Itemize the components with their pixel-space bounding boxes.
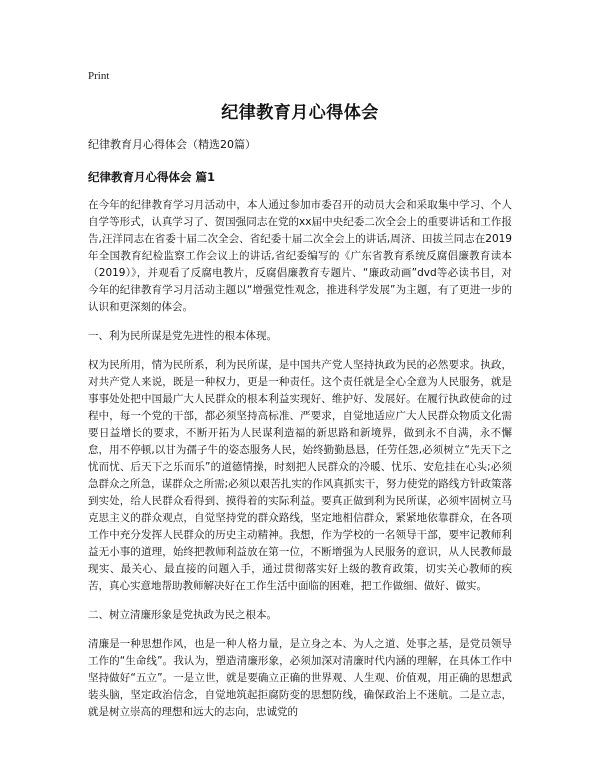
document-subtitle: 纪律教育月心得体会（精选20篇） bbox=[88, 138, 256, 151]
point-two-paragraph: 清廉是一种思想作风，也是一种人格力量，是立身之本、为人之道、处事之基，是党员领导工作的“生命线”。我认为，塑造清廉形象，必须加深对清廉时代内涵的理解，在具体工作中坚持做好“五立”。一是立世，就是要确立正确的世界观、人生观、价值观，用正确的思想武装头脑，坚定政治信念，自觉地筑起拒腐防变的思想防线，确保政治上不迷航。二是立志，就是树立崇高的理想和远大的志向，忠诚党的 bbox=[88, 638, 512, 718]
section-title: 纪律教育月心得体会 篇1 bbox=[88, 170, 216, 184]
intro-paragraph: 在今年的纪律教育学习月活动中，本人通过参加市委召开的动员大会和采取集中学习、个人自学等形式，认真学习了、贺国强同志在党的xx届中央纪委二次全会上的重要讲话和工作报告,汪洋同志在省委十届二次全会、省纪委十届二次全会上的讲话,周济、田拔兰同志在2019年全国教育纪检监察工作会议上的讲话,省纪委编写的《广东省教育系统反腐倡廉教育读本（2019）》，并观看了反腐电教片，反腐倡廉教育专题片、“廉政动画”dvd等必读书目，对今年的纪律教育学习月活动主题以“增强党性观念，推进科学发展”为主题，有了更进一步的认识和更深刻的体会。 bbox=[88, 199, 512, 313]
point-two-heading: 二、树立清廉形象是党执政为民之根本。 bbox=[88, 609, 277, 621]
point-one-heading: 一、利为民所谋是党先进性的根本体现。 bbox=[88, 330, 277, 342]
print-link[interactable]: Print bbox=[88, 70, 110, 82]
document-title: 纪律教育月心得体会 bbox=[221, 103, 379, 123]
point-one-paragraph: 权为民所用，情为民所系，利为民所谋，是中国共产党人坚持执政为民的必然要求。执政，对共产党人来说，既是一种权力，更是一种责任。这个责任就是全心全意为人民服务，就是事事处处把中国最广大人民群众的根本利益实现好、维护好、发展好。在履行执政使命的过程中，每一个党的干部，都必须坚持高标准、严要求，自觉地适应广大人民群众物质文化需要日益增长的要求，不断开拓为人民谋利造福的新思路和新境界，做到永不自满，永不懈怠，用不停顿,以甘为孺子牛的姿态服务人民，始终勤勤恳恳，任劳任怨,必须树立“先天下之忧而忧、后天下之乐而乐”的道德情操，时刻把人民群众的冷暖、忧乐、安危挂在心头;必须急群众之所急，谋群众之所需;必须以艰苦扎实的作风真抓实干，努力使党的路线方针政策落到实处，给人民群众看得到、摸得着的实际利益。要真正做到利为民所谋，必须牢固树立马克思主义的群众观点，自觉坚持党的群众路线，坚定地相信群众，紧紧地依靠群众，在各项工作中充分发挥人民群众的历史主动精神。我想，作为学校的一名领导干部，要牢记教师利益无小事的道理，始终把教师利益放在第一位，不断增强为人民服务的意识，从人民教师最现实、最关心、最直接的问题入手，通过贯彻落实好上级的教育政策，切实关心教师的疾苦，真心实意地帮助教师解决好在工作生活中面临的困难，把工作做细、做好、做实。 bbox=[88, 359, 512, 592]
